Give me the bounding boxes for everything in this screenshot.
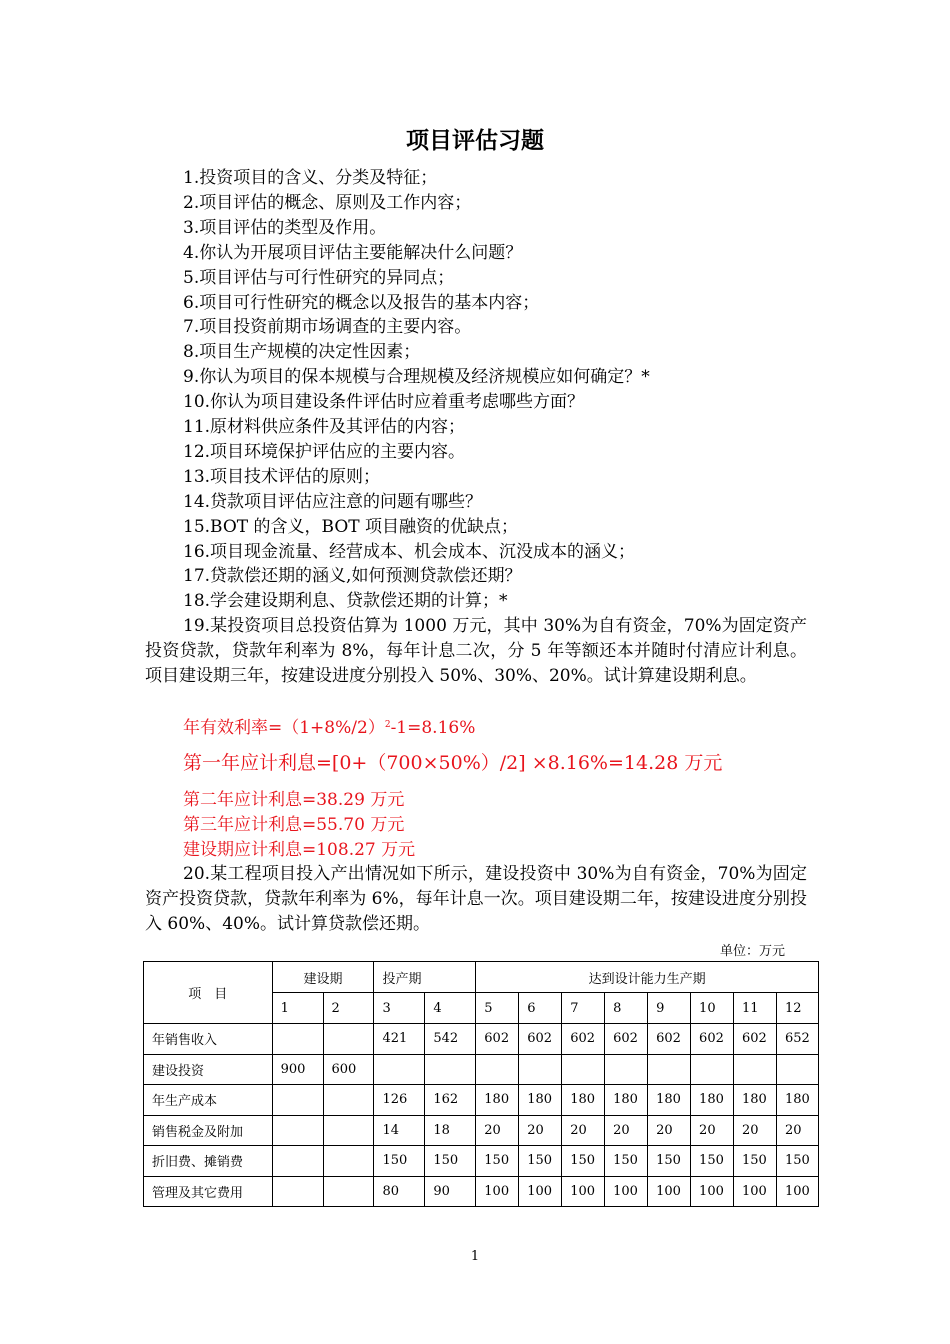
table-year-header: 3 xyxy=(374,993,425,1024)
table-cell: 100 xyxy=(648,1176,691,1207)
table-row xyxy=(144,1115,819,1146)
question-19: 19.某投资项目总投资估算为 1000 万元，其中 30%为自有资金，70%为固定资产投资贷款，贷款年利率为 8%，每年计息二次，分 5 年等额还本并随时付清应计利息。项目建设期三年，按建设进度分别投入 50%、30%、20%。试计算建设期利息。 xyxy=(145,616,807,686)
question-item: 18.学会建设期利息、贷款偿还期的计算；* xyxy=(183,591,508,612)
table-cell: 602 xyxy=(562,1024,605,1055)
table-row xyxy=(144,1085,819,1116)
table-cell: 180 xyxy=(776,1085,818,1116)
table-cell: 14 xyxy=(374,1115,425,1146)
question-item: 5.项目评估与可行性研究的异同点； xyxy=(183,267,455,288)
page-title: 项目评估习题 xyxy=(406,128,544,154)
table-row-label: 销售税金及附加 xyxy=(144,1115,273,1146)
question-item: 14.贷款项目评估应注意的问题有哪些？ xyxy=(183,491,483,512)
question-item: 4.你认为开展项目评估主要能解决什么问题？ xyxy=(183,242,523,263)
table-year-header: 5 xyxy=(476,993,519,1024)
table-year-header: 8 xyxy=(605,993,648,1024)
table-cell: 180 xyxy=(734,1085,777,1116)
table-cell xyxy=(691,1054,734,1085)
table-cell: 150 xyxy=(425,1146,476,1177)
table-cell: 80 xyxy=(374,1176,425,1207)
table-year-header: 11 xyxy=(734,993,777,1024)
table-cell: 180 xyxy=(648,1085,691,1116)
question-item: 3.项目评估的类型及作用。 xyxy=(183,217,387,238)
table-cell: 150 xyxy=(648,1146,691,1177)
answer-effective-rate: 年有效利率$=(1+8\%/2)^2-1=8.16\%$ xyxy=(183,718,476,738)
table-year-header: 2 xyxy=(323,993,374,1024)
table-cell: 150 xyxy=(776,1146,818,1177)
table-cell xyxy=(272,1024,323,1055)
table-cell: 20 xyxy=(519,1115,562,1146)
table-cell: 602 xyxy=(734,1024,777,1055)
table-row xyxy=(144,1054,819,1085)
table-cell: 180 xyxy=(691,1085,734,1116)
table-cell xyxy=(476,1054,519,1085)
question-item: 7.项目投资前期市场调查的主要内容。 xyxy=(183,317,472,338)
table-cell: 180 xyxy=(605,1085,648,1116)
table-year-header: 4 xyxy=(425,993,476,1024)
table-year-header: 9 xyxy=(648,993,691,1024)
table-row-label: 折旧费、摊销费 xyxy=(144,1146,273,1177)
table-cell: 150 xyxy=(519,1146,562,1177)
table-header-build: 建设期 xyxy=(272,962,374,993)
page-number: 1 xyxy=(470,1249,480,1264)
table-cell: 180 xyxy=(519,1085,562,1116)
table-cell: 150 xyxy=(374,1146,425,1177)
table-cell xyxy=(323,1115,374,1146)
table-cell xyxy=(605,1054,648,1085)
table-cell: 100 xyxy=(734,1176,777,1207)
table-row xyxy=(144,1176,819,1207)
table-cell xyxy=(519,1054,562,1085)
table-year-header: 12 xyxy=(776,993,818,1024)
table-cell: 542 xyxy=(425,1024,476,1055)
question-item: 16.项目现金流量、经营成本、机会成本、沉没成本的涵义； xyxy=(183,541,636,562)
table-row-label: 管理及其它费用 xyxy=(144,1176,273,1207)
question-item: 13.项目技术评估的原则； xyxy=(183,466,381,487)
table-year-header: 1 xyxy=(272,993,323,1024)
question-item: 17.贷款偿还期的涵义,如何预测贷款偿还期？ xyxy=(183,566,522,587)
table-cell: 602 xyxy=(476,1024,519,1055)
table-cell: 100 xyxy=(605,1176,648,1207)
table-cell: 150 xyxy=(605,1146,648,1177)
table-cell: 100 xyxy=(691,1176,734,1207)
table-header-full: 达到设计能力生产期 xyxy=(476,962,819,993)
question-item: 8.项目生产规模的决定性因素； xyxy=(183,342,421,363)
table-cell xyxy=(272,1146,323,1177)
table-cell: 652 xyxy=(776,1024,818,1055)
table-header-item: 项 目 xyxy=(144,962,273,1024)
table-row xyxy=(144,1146,819,1177)
table-year-header: 10 xyxy=(691,993,734,1024)
table-row-label: 年生产成本 xyxy=(144,1085,273,1116)
table-cell: 900 xyxy=(272,1054,323,1085)
table-cell: 150 xyxy=(562,1146,605,1177)
question-item: 1.投资项目的含义、分类及特征； xyxy=(183,168,438,188)
question-item: 11.原材料供应条件及其评估的内容； xyxy=(183,417,466,437)
table-cell: 600 xyxy=(323,1054,374,1085)
table-year-header: 7 xyxy=(562,993,605,1024)
table-cell: 20 xyxy=(648,1115,691,1146)
data-table xyxy=(143,961,819,1207)
table-cell: 180 xyxy=(476,1085,519,1116)
table-row xyxy=(144,1024,819,1055)
question-item: 6.项目可行性研究的概念以及报告的基本内容； xyxy=(183,292,540,313)
table-row-label: 年销售收入 xyxy=(144,1024,273,1055)
table-cell xyxy=(323,1024,374,1055)
table-cell: 602 xyxy=(648,1024,691,1055)
table-cell: 100 xyxy=(476,1176,519,1207)
table-cell: 421 xyxy=(374,1024,425,1055)
table-cell xyxy=(323,1085,374,1116)
table-cell: 150 xyxy=(691,1146,734,1177)
table-cell: 20 xyxy=(476,1115,519,1146)
question-item: 10.你认为项目建设条件评估时应着重考虑哪些方面？ xyxy=(183,392,585,413)
table-cell: 20 xyxy=(691,1115,734,1146)
table-cell: 20 xyxy=(734,1115,777,1146)
table-cell: 602 xyxy=(691,1024,734,1055)
table-row-label: 建设投资 xyxy=(144,1054,273,1085)
table-cell: 20 xyxy=(776,1115,818,1146)
question-20: 20.某工程项目投入产出情况如下所示，建设投资中 30%为自有资金，70%为固定资产投资贷款，贷款年利率为 6%，每年计息一次。项目建设期二年，按建设进度分别投入 60%、40%。试计算贷款偿还期。 xyxy=(145,864,807,934)
question-item: 9.你认为项目的保本规模与合理规模及经济规模应如何确定？* xyxy=(183,367,650,388)
question-item: 2.项目评估的概念、原则及工作内容； xyxy=(183,192,472,213)
table-cell xyxy=(323,1146,374,1177)
table-cell: 602 xyxy=(605,1024,648,1055)
table-cell xyxy=(776,1054,818,1085)
table-cell: 100 xyxy=(519,1176,562,1207)
question-item: 12.项目环境保护评估应的主要内容。 xyxy=(183,441,466,462)
table-cell xyxy=(272,1176,323,1207)
table-cell xyxy=(562,1054,605,1085)
table-cell: 602 xyxy=(519,1024,562,1055)
table-cell xyxy=(734,1054,777,1085)
table-cell: 20 xyxy=(605,1115,648,1146)
table-cell: 100 xyxy=(562,1176,605,1207)
table-cell: 20 xyxy=(562,1115,605,1146)
table-cell xyxy=(425,1054,476,1085)
question-item: 15.BOT 的含义，BOT 项目融资的优缺点； xyxy=(183,516,519,537)
answer-year2: 第二年应计利息=38.29 万元 xyxy=(183,790,405,810)
table-cell: 150 xyxy=(734,1146,777,1177)
unit-label: 单位：万元 xyxy=(720,944,786,959)
table-cell: 90 xyxy=(425,1176,476,1207)
table-cell xyxy=(323,1176,374,1207)
table-cell: 180 xyxy=(562,1085,605,1116)
answer-total: 建设期应计利息=108.27 万元 xyxy=(183,840,416,860)
table-cell xyxy=(374,1054,425,1085)
table-cell: 126 xyxy=(374,1085,425,1116)
table-cell: 162 xyxy=(425,1085,476,1116)
table-cell xyxy=(648,1054,691,1085)
table-cell: 100 xyxy=(776,1176,818,1207)
answer-year3: 第三年应计利息=55.70 万元 xyxy=(183,815,405,835)
table-header-prod: 投产期 xyxy=(374,962,476,993)
table-year-header: 6 xyxy=(519,993,562,1024)
answer-year1: 第一年应计利息=[0+（700×50%）/2] ×8.16%=14.28 万元 xyxy=(183,752,723,774)
table-cell: 150 xyxy=(476,1146,519,1177)
table-cell xyxy=(272,1115,323,1146)
table-cell: 18 xyxy=(425,1115,476,1146)
table-cell xyxy=(272,1085,323,1116)
